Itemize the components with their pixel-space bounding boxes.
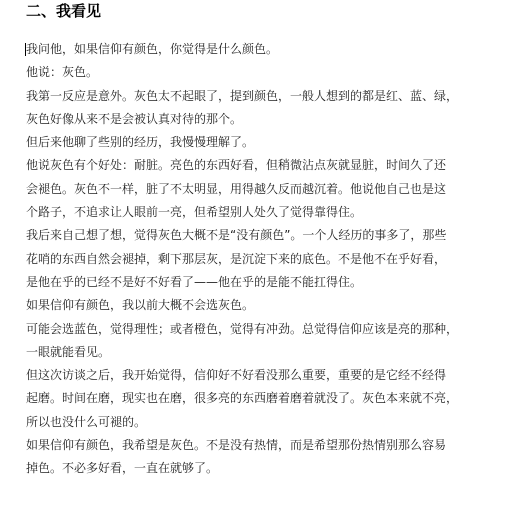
paragraph-line: 他说灰色有个好处：耐脏。亮色的东西好看，但稍微沾点灰就显脏，时间久了还	[26, 158, 447, 173]
paragraph-line: 我问他，如果信仰有颜色，你觉得是什么颜色。	[26, 42, 279, 56]
section-heading: 二、我看见	[26, 2, 102, 20]
paragraph-line: 所以也没什么可褪的。	[26, 414, 147, 429]
paragraph-line: 掉色。不必多好看，一直在就够了。	[26, 461, 219, 476]
paragraph	[26, 364, 496, 434]
paragraph	[26, 154, 496, 224]
paragraph-line: 花哨的东西自然会褪掉，剩下那层灰，是沉淀下来的底色。不是他不在乎好看，	[26, 251, 447, 266]
paragraph	[26, 224, 496, 294]
paragraph-line: 个路子，不追求让人眼前一亮，但希望别人处久了觉得靠得住。	[26, 205, 363, 220]
paragraph	[26, 85, 496, 132]
paragraph-line: 可能会选蓝色，觉得理性；或者橙色，觉得有冲劲。总觉得信仰应该是亮的那种，	[26, 321, 459, 336]
paragraph	[26, 131, 496, 154]
paragraph-line: 他说：灰色。	[26, 65, 99, 80]
paragraph-line: 但这次访谈之后，我开始觉得，信仰好不好看没那么重要，重要的是它经不经得	[26, 368, 447, 383]
paragraph-line: 如果信仰有颜色，我以前大概不会选灰色。	[26, 298, 255, 313]
paragraph	[26, 38, 496, 61]
document-body[interactable]	[26, 38, 496, 481]
text-cursor	[25, 43, 26, 56]
paragraph-line: 但后来他聊了些别的经历，我慢慢理解了。	[26, 135, 255, 150]
paragraph-line: 是他在乎的已经不是好不好看了——他在乎的是能不能扛得住。	[26, 274, 363, 289]
paragraph-line: 一眼就能看见。	[26, 344, 111, 359]
paragraph	[26, 61, 496, 84]
paragraph	[26, 294, 496, 317]
paragraph-line: 如果信仰有颜色，我希望是灰色。不是没有热情，而是希望那份热情别那么容易	[26, 438, 447, 453]
paragraph-line: 会褪色。灰色不一样，脏了不太明显，用得越久反而越沉着。他说他自己也是这	[26, 181, 447, 196]
paragraph-line: 我第一反应是意外。灰色太不起眼了，提到颜色，一般人想到的都是红、蓝、绿，	[26, 88, 459, 103]
paragraph-line: 灰色好像从来不是会被认真对待的那个。	[26, 111, 243, 126]
paragraph-line: 起磨。时间在磨，现实也在磨，很多亮的东西磨着磨着就没了。灰色本来就不亮，	[26, 391, 459, 406]
paragraph-line: 我后来自己想了想，觉得灰色大概不是“没有颜色”。一个人经历的事多了，那些	[26, 228, 447, 243]
paragraph	[26, 434, 496, 481]
paragraph	[26, 318, 496, 365]
